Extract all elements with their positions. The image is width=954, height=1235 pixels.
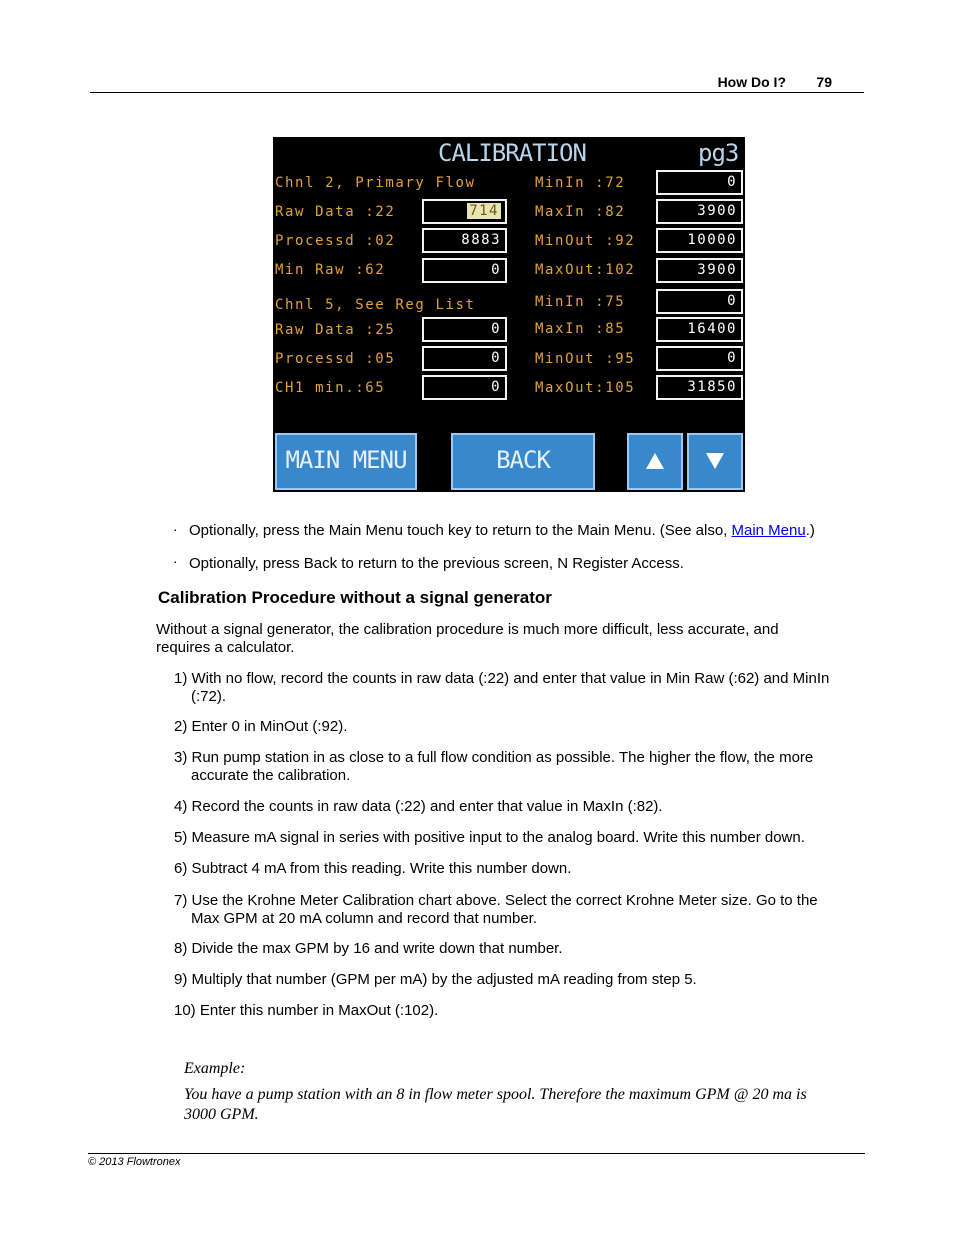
section-heading: Calibration Procedure without a signal generator [158,588,552,607]
bullet-main-menu [189,522,815,540]
ch2-raw-label: Raw Data :25 [275,322,396,338]
section-title: How Do I? [717,74,786,90]
arrow-up-icon [644,450,666,472]
bullet-main-menu-end: .) [805,522,815,539]
example-line-1: You have a pump station with an 8 in flow meter spool. Therefore the maximum GPM @ 20 ma is [184,1086,807,1103]
ch2-minout-label: MinOut :95 [535,351,636,367]
procedure-step [174,1002,854,1020]
ch1-heading: Chnl 2, Primary Flow [275,175,476,191]
main-menu-link[interactable]: Main Menu [731,522,806,539]
ch2-maxin-label: MaxIn :85 [535,321,626,337]
ch1-minraw-label: Min Raw :62 [275,262,386,278]
ch2-min-label: CH1 min.:65 [275,380,386,396]
procedure-step [174,749,854,785]
ch1-minout-label: MinOut :92 [535,233,636,249]
step-text: 7) Use the Krohne Meter Calibration chart above. Select the correct Krohne Meter size. Go to the [174,892,818,909]
step-text: 5) Measure mA signal in series with positive input to the analog board. Write this number down. [174,829,805,846]
step-text: 8) Divide the max GPM by 16 and write down that number. [174,940,563,957]
ch1-minraw-value: 0 [422,258,507,283]
ch2-proc-value: 0 [422,346,507,371]
up-arrow-button [627,433,683,490]
arrow-down-icon [704,450,726,472]
page-footer: © 2013 Flowtronex [88,1153,865,1168]
procedure-step [174,718,854,736]
down-arrow-button [687,433,743,490]
ch1-maxout-label: MaxOut:102 [535,262,636,278]
step-text: 2) Enter 0 in MinOut (:92). [174,718,348,735]
procedure-step [174,829,854,847]
page-header [90,72,864,93]
step-text: 10) Enter this number in MaxOut (:102). [174,1002,439,1019]
step-text: 6) Subtract 4 mA from this reading. Write this number down. [174,860,572,877]
procedure-step [174,860,854,878]
main-menu-button: MAIN MENU [275,433,417,490]
screen-page-indicator: pg3 [698,139,739,167]
procedure-step [174,798,854,816]
intro-line-1: Without a signal generator, the calibration procedure is much more difficult, less accurate, and [156,621,779,638]
step-text: 9) Multiply that number (GPM per mA) by the adjusted mA reading from step 5. [174,971,697,988]
ch1-raw-label: Raw Data :22 [275,204,396,220]
bullet-main-menu-text: Optionally, press the Main Menu touch key to return to the Main Menu. (See also, [189,522,732,539]
ch2-min-value: 0 [422,375,507,400]
ch1-maxin-value: 3900 [656,199,743,224]
step-text-continued: accurate the calibration. [191,767,351,784]
intro-line-2: requires a calculator. [156,639,295,656]
ch2-maxin-value: 16400 [656,317,743,342]
ch2-raw-value: 0 [422,317,507,342]
ch1-raw-value: 714 [469,203,499,219]
ch1-minin-label: MinIn :72 [535,175,626,191]
ch1-maxout-value: 3900 [656,258,743,283]
step-text-continued: (:72). [191,688,227,705]
bullet-marker: · [173,521,178,537]
page-number: 79 [816,74,832,90]
ch2-proc-label: Processd :05 [275,351,396,367]
ch1-proc-value: 8883 [422,228,507,253]
ch1-minout-value: 10000 [656,228,743,253]
ch2-maxout-value: 31850 [656,375,743,400]
ch2-minin-value: 0 [656,289,743,314]
ch2-minin-label: MinIn :75 [535,294,626,310]
procedure-step [174,940,854,958]
back-button: BACK [451,433,595,490]
ch1-proc-label: Processd :02 [275,233,396,249]
step-text-continued: Max GPM at 20 mA column and record that number. [191,910,537,927]
ch2-minout-value: 0 [656,346,743,371]
bullet-marker: · [173,553,178,569]
bullet-back: Optionally, press Back to return to the previous screen, N Register Access. [189,555,684,572]
step-text: 3) Run pump station in as close to a full flow condition as possible. The higher the flow, the more [174,749,814,766]
calibration-screen-image [273,137,745,492]
example-label: Example: [184,1060,246,1077]
ch2-heading: Chnl 5, See Reg List [275,297,476,313]
procedure-step [174,971,854,989]
step-text: 1) With no flow, record the counts in raw data (:22) and enter that value in Min Raw (:62) and MinIn [174,670,830,687]
step-text: 4) Record the counts in raw data (:22) and enter that value in MaxIn (:82). [174,798,663,815]
screen-title: CALIBRATION [438,139,586,167]
ch1-raw-value-box [422,199,507,224]
procedure-step [174,892,854,928]
ch1-minin-value: 0 [656,170,743,195]
procedure-step [174,670,854,706]
example-line-2: 3000 GPM. [184,1106,259,1123]
ch2-maxout-label: MaxOut:105 [535,380,636,396]
ch1-maxin-label: MaxIn :82 [535,204,626,220]
